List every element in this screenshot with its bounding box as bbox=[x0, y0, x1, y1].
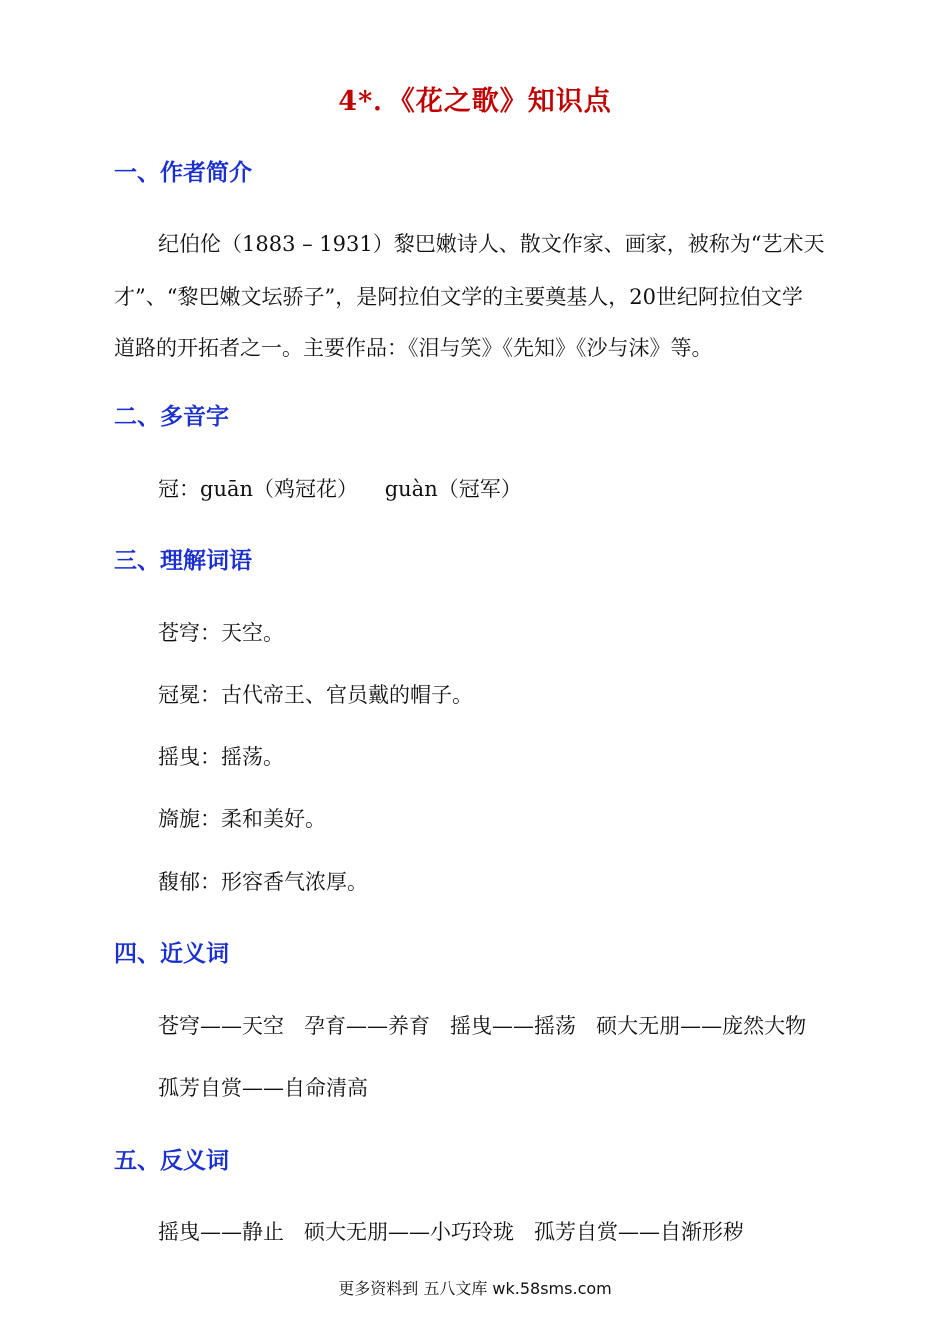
section-heading-vocabulary: 三、理解词语 bbox=[114, 548, 252, 574]
vocab-item: 冠冕：古代帝王、官员戴的帽子。 bbox=[158, 683, 473, 707]
section-heading-polyphonic: 二、多音字 bbox=[114, 404, 229, 430]
footer-link-text[interactable]: 更多资料到 五八文库 wk.58sms.com bbox=[338, 1279, 612, 1298]
synonyms-line-1: 苍穹——天空 孕育——养育 摇曳——摇荡 硕大无朋——庞然大物 bbox=[158, 1014, 807, 1038]
vocab-item: 摇曳：摇荡。 bbox=[158, 745, 284, 769]
section-heading-synonyms: 四、近义词 bbox=[114, 941, 229, 967]
document-title: 4*．《花之歌》知识点 bbox=[338, 86, 612, 117]
antonyms-line: 摇曳——静止 硕大无朋——小巧玲珑 孤芳自赏——自渐形秽 bbox=[158, 1220, 745, 1244]
author-line-2: 才”、“黎巴嫩文坛骄子”，是阿拉伯文学的主要奠基人，20世纪阿拉伯文学 bbox=[114, 285, 803, 309]
vocab-item: 苍穹：天空。 bbox=[158, 621, 284, 645]
vocab-item: 馥郁：形容香气浓厚。 bbox=[158, 870, 368, 894]
section-heading-antonyms: 五、反义词 bbox=[114, 1148, 229, 1174]
author-line-1: 纪伯伦（1883 – 1931）黎巴嫩诗人、散文作家、画家，被称为“艺术天 bbox=[158, 232, 825, 256]
vocab-item: 旖旎：柔和美好。 bbox=[158, 807, 326, 831]
polyphonic-line: 冠：guān（鸡冠花） guàn（冠军） bbox=[158, 477, 522, 501]
author-line-3: 道路的开拓者之一。主要作品：《泪与笑》《先知》《沙与沫》等。 bbox=[114, 336, 713, 360]
section-heading-author: 一、作者简介 bbox=[114, 160, 252, 186]
synonyms-line-2: 孤芳自赏——自命清高 bbox=[158, 1076, 368, 1100]
